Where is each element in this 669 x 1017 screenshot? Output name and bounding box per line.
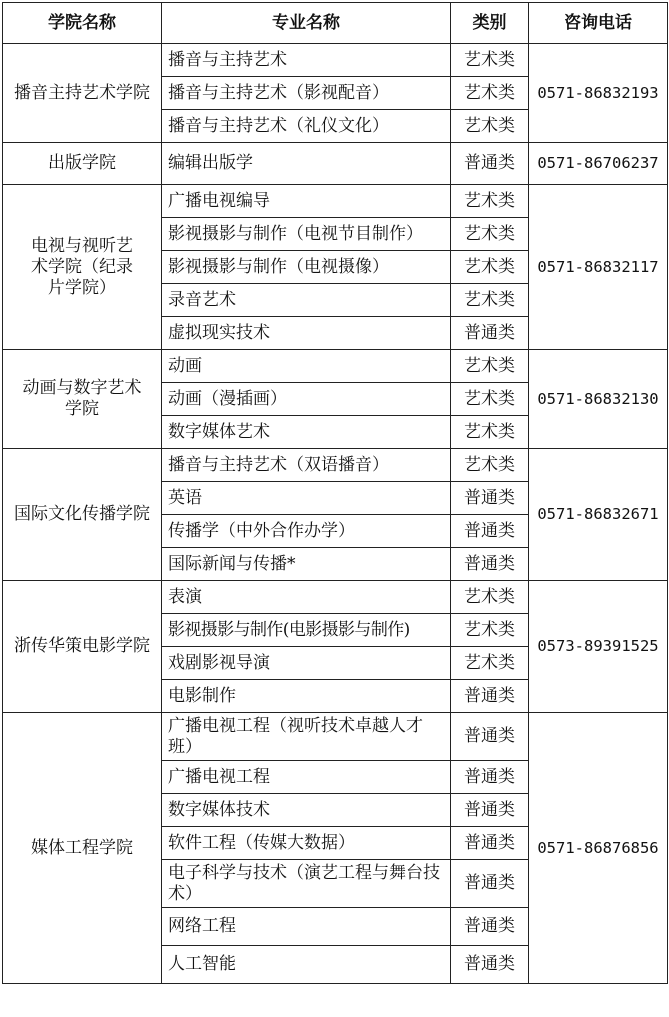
major-category: 艺术类 bbox=[451, 416, 529, 449]
major-category: 普通类 bbox=[451, 761, 529, 794]
major-name: 电子科学与技术（演艺工程与舞台技术） bbox=[162, 860, 451, 908]
table-row bbox=[3, 581, 668, 614]
header-category: 类别 bbox=[451, 3, 529, 44]
major-name: 影视摄影与制作（电视摄像） bbox=[162, 251, 451, 284]
major-name: 录音艺术 bbox=[162, 284, 451, 317]
major-name: 播音与主持艺术 bbox=[162, 44, 451, 77]
major-category: 普通类 bbox=[451, 317, 529, 350]
table-row bbox=[3, 44, 668, 77]
major-category: 普通类 bbox=[451, 680, 529, 713]
major-name: 戏剧影视导演 bbox=[162, 647, 451, 680]
major-name: 数字媒体艺术 bbox=[162, 416, 451, 449]
major-name: 网络工程 bbox=[162, 908, 451, 946]
major-category: 普通类 bbox=[451, 827, 529, 860]
major-name: 软件工程（传媒大数据） bbox=[162, 827, 451, 860]
header-college: 学院名称 bbox=[3, 3, 162, 44]
major-name: 动画（漫插画） bbox=[162, 383, 451, 416]
major-category: 普通类 bbox=[451, 794, 529, 827]
major-name: 英语 bbox=[162, 482, 451, 515]
major-name: 传播学（中外合作办学） bbox=[162, 515, 451, 548]
major-name: 动画 bbox=[162, 350, 451, 383]
header-row bbox=[3, 3, 668, 44]
major-name: 虚拟现实技术 bbox=[162, 317, 451, 350]
major-name: 影视摄影与制作（电视节目制作） bbox=[162, 218, 451, 251]
header-phone: 咨询电话 bbox=[529, 3, 668, 44]
majors-table bbox=[2, 2, 668, 984]
table-row bbox=[3, 143, 668, 185]
major-name: 电影制作 bbox=[162, 680, 451, 713]
college-phone: 0571-86706237 bbox=[529, 143, 668, 185]
major-name: 数字媒体技术 bbox=[162, 794, 451, 827]
college-name: 浙传华策电影学院 bbox=[3, 581, 162, 713]
college-phone: 0571-86832117 bbox=[529, 185, 668, 350]
table-row bbox=[3, 713, 668, 761]
major-category: 艺术类 bbox=[451, 218, 529, 251]
major-category: 普通类 bbox=[451, 860, 529, 908]
major-category: 普通类 bbox=[451, 548, 529, 581]
college-phone: 0571-86832130 bbox=[529, 350, 668, 449]
major-category: 艺术类 bbox=[451, 77, 529, 110]
major-category: 艺术类 bbox=[451, 350, 529, 383]
major-name: 广播电视编导 bbox=[162, 185, 451, 218]
major-name: 影视摄影与制作(电影摄影与制作) bbox=[162, 614, 451, 647]
college-name: 媒体工程学院 bbox=[3, 713, 162, 984]
header-major: 专业名称 bbox=[162, 3, 451, 44]
major-category: 普通类 bbox=[451, 908, 529, 946]
major-name: 人工智能 bbox=[162, 946, 451, 984]
major-name: 表演 bbox=[162, 581, 451, 614]
major-name: 国际新闻与传播* bbox=[162, 548, 451, 581]
major-name: 广播电视工程（视听技术卓越人才班） bbox=[162, 713, 451, 761]
table-row bbox=[3, 449, 668, 482]
college-name: 播音主持艺术学院 bbox=[3, 44, 162, 143]
major-name: 编辑出版学 bbox=[162, 143, 451, 185]
major-category: 艺术类 bbox=[451, 185, 529, 218]
major-name: 播音与主持艺术（双语播音） bbox=[162, 449, 451, 482]
major-category: 艺术类 bbox=[451, 449, 529, 482]
major-name: 广播电视工程 bbox=[162, 761, 451, 794]
college-name: 电视与视听艺术学院（纪录片学院） bbox=[3, 185, 162, 350]
major-category: 艺术类 bbox=[451, 110, 529, 143]
college-name: 动画与数字艺术学院 bbox=[3, 350, 162, 449]
college-phone: 0573-89391525 bbox=[529, 581, 668, 713]
major-category: 艺术类 bbox=[451, 284, 529, 317]
college-phone: 0571-86876856 bbox=[529, 713, 668, 984]
college-name: 出版学院 bbox=[3, 143, 162, 185]
major-category: 普通类 bbox=[451, 713, 529, 761]
college-name: 国际文化传播学院 bbox=[3, 449, 162, 581]
major-category: 艺术类 bbox=[451, 581, 529, 614]
major-name: 播音与主持艺术（影视配音） bbox=[162, 77, 451, 110]
major-category: 普通类 bbox=[451, 946, 529, 984]
college-phone: 0571-86832193 bbox=[529, 44, 668, 143]
major-category: 艺术类 bbox=[451, 647, 529, 680]
major-category: 艺术类 bbox=[451, 251, 529, 284]
college-phone: 0571-86832671 bbox=[529, 449, 668, 581]
major-category: 艺术类 bbox=[451, 614, 529, 647]
major-category: 普通类 bbox=[451, 482, 529, 515]
table-row bbox=[3, 350, 668, 383]
table-row bbox=[3, 185, 668, 218]
major-category: 普通类 bbox=[451, 515, 529, 548]
major-name: 播音与主持艺术（礼仪文化） bbox=[162, 110, 451, 143]
major-category: 艺术类 bbox=[451, 383, 529, 416]
major-category: 普通类 bbox=[451, 143, 529, 185]
major-category: 艺术类 bbox=[451, 44, 529, 77]
